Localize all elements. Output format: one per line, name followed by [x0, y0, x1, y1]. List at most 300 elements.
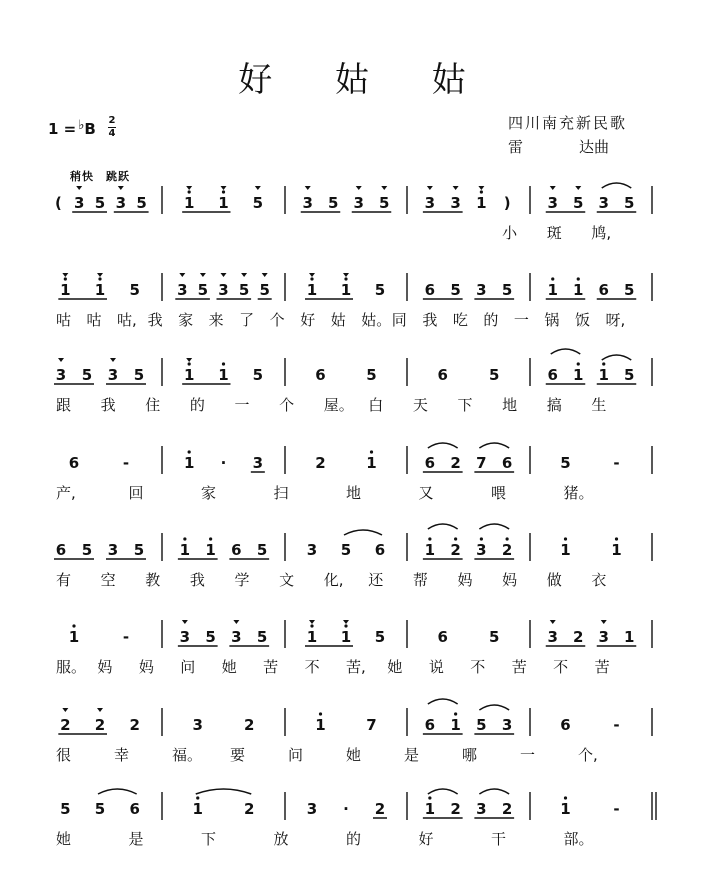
- high-octave-dot: [188, 362, 191, 365]
- lyric-char: 姑: [330, 311, 346, 329]
- slur-mark: [428, 789, 458, 794]
- lyric-char: 说: [428, 658, 444, 676]
- lyric-char: 帮: [412, 571, 428, 589]
- note-digit: 1: [476, 194, 487, 212]
- key-note: B: [84, 120, 96, 138]
- note-digit: 2: [244, 716, 255, 734]
- high-octave-dot: [506, 537, 509, 540]
- lyric-char: 哪: [462, 746, 478, 764]
- staccato-mark: [221, 273, 227, 277]
- lyric-char: 幸: [114, 746, 130, 764]
- staccato-mark: [186, 186, 192, 190]
- lyric-char: 的: [346, 830, 362, 848]
- lyric-char: 妈: [138, 658, 154, 676]
- staccato-mark: [233, 620, 239, 624]
- note-digit: 1: [424, 541, 436, 559]
- high-octave-dot: [577, 277, 580, 280]
- slur-mark: [344, 530, 382, 535]
- note-digit: 3: [302, 194, 313, 212]
- staccato-mark: [76, 186, 82, 190]
- staccato-mark: [241, 273, 247, 277]
- note-digit: 1: [598, 366, 609, 384]
- note-digit: 1: [560, 800, 571, 818]
- note-digit: 1: [560, 541, 571, 559]
- note-digit: 3: [107, 541, 119, 559]
- note-digit: 6: [55, 541, 67, 559]
- lyric-char: 苦: [511, 658, 527, 676]
- staccato-mark: [186, 358, 192, 362]
- note-digit: 2: [573, 628, 584, 646]
- note-digit: 2: [450, 454, 461, 472]
- note-digit: 3: [547, 194, 558, 212]
- high-octave-dot: [222, 362, 225, 365]
- note-digit: 2: [501, 800, 513, 818]
- note-digit: 5: [256, 541, 268, 559]
- staccato-mark: [309, 620, 315, 624]
- lyric-char: 有: [56, 571, 72, 589]
- note-digit: 3: [115, 194, 127, 212]
- staccato-mark: [97, 273, 103, 277]
- lyric-char: 下: [457, 396, 473, 414]
- note-digit: 5: [238, 281, 250, 299]
- note-digit: 3: [450, 194, 461, 212]
- slur-mark: [602, 183, 632, 188]
- lyric-char: 不: [553, 658, 569, 676]
- note-digit: 2: [60, 716, 71, 734]
- high-octave-dot: [428, 537, 431, 540]
- note-digit: 1: [315, 716, 326, 734]
- lyric-char: 问: [180, 658, 196, 676]
- lyric-char: 好: [418, 830, 434, 848]
- high-octave-dot: [564, 796, 567, 799]
- high-octave-dot: [480, 537, 483, 540]
- lyric-char: 同: [391, 311, 407, 329]
- lyric-char: 是: [128, 830, 144, 848]
- note-digit: 1: [611, 541, 622, 559]
- note-digit: 3: [598, 628, 609, 646]
- lyric-char: 化,: [323, 571, 344, 589]
- high-octave-dot: [319, 712, 322, 715]
- lyric-char: 苦,: [346, 658, 366, 676]
- high-octave-dot: [310, 624, 313, 627]
- lyric-char: 我: [422, 311, 438, 329]
- lyric-char: 空: [100, 571, 116, 589]
- lyric-char: 小: [502, 224, 518, 242]
- note-digit: 5: [197, 281, 209, 299]
- lyric-char: 又: [418, 484, 434, 502]
- slur-mark: [196, 789, 252, 794]
- song-title: 好 姑 姑: [238, 60, 492, 100]
- note-digit: 2: [450, 541, 461, 559]
- lyric-char: 扫: [273, 484, 289, 502]
- note-digit: 2: [94, 716, 106, 734]
- lyric-char: 苦: [263, 658, 279, 676]
- note-digit: -: [122, 454, 130, 472]
- high-octave-dot: [98, 277, 101, 280]
- staccato-mark: [427, 186, 433, 190]
- note-digit: 3: [252, 454, 264, 472]
- lyric-char: 不: [470, 658, 486, 676]
- note-digit: 1: [340, 628, 352, 646]
- lyric-char: 来: [208, 311, 224, 329]
- note-digit: 5: [560, 454, 571, 472]
- lyric-char: 是: [404, 746, 420, 764]
- lyric-char: 咕: [56, 311, 72, 329]
- time-bottom: 4: [108, 128, 116, 139]
- lyric-char: 屋。: [323, 396, 354, 414]
- lyric-char: 住: [145, 396, 161, 414]
- staccato-mark: [110, 358, 116, 362]
- note-digit: 5: [573, 194, 584, 212]
- slur-mark: [428, 443, 458, 448]
- lyric-char: 呀,: [605, 311, 626, 329]
- note-digit: 1: [218, 194, 229, 212]
- note-digit: 5: [60, 800, 71, 818]
- note-digit: 5: [328, 194, 339, 212]
- note-digit: 3: [55, 366, 67, 384]
- lyric-char: 很: [56, 746, 72, 764]
- lyric-char: 放: [273, 830, 289, 848]
- note-digit: -: [613, 716, 620, 734]
- lyric-char: 个: [269, 311, 285, 329]
- staccato-mark: [356, 186, 362, 190]
- note-digit: 5: [256, 628, 268, 646]
- note-digit: 2: [501, 541, 513, 559]
- note-digit: 3: [353, 194, 364, 212]
- lyric-char: 问: [288, 746, 304, 764]
- high-octave-dot: [564, 537, 567, 540]
- lyric-char: 我: [100, 396, 116, 414]
- lyric-char: 苦: [594, 658, 610, 676]
- note-digit: 1: [306, 281, 318, 299]
- note-digit: 6: [129, 800, 140, 818]
- note-digit: 5: [450, 281, 461, 299]
- note-digit: 2: [450, 800, 461, 818]
- note-digit: 6: [424, 716, 436, 734]
- note-digit: 2: [315, 454, 326, 472]
- lyric-char: 要: [230, 746, 246, 764]
- staccato-mark: [305, 186, 311, 190]
- high-octave-dot: [454, 537, 457, 540]
- staccato-mark: [343, 620, 349, 624]
- note-digit: 1: [192, 800, 203, 818]
- note-digit: 5: [252, 194, 264, 212]
- staccato-mark: [58, 358, 64, 362]
- time-top: 2: [108, 115, 116, 126]
- lyric-char: 个,: [578, 746, 598, 764]
- slur-mark: [428, 699, 458, 704]
- note-digit: 6: [437, 628, 448, 646]
- staccato-mark: [478, 186, 484, 190]
- note-digit: 6: [560, 716, 571, 734]
- lyric-char: 锅: [544, 311, 560, 329]
- high-octave-dot: [222, 190, 225, 193]
- note-digit: 7: [366, 716, 377, 734]
- note-digit: 2: [374, 800, 386, 818]
- high-octave-dot: [454, 712, 457, 715]
- high-octave-dot: [344, 277, 347, 280]
- high-octave-dot: [196, 796, 199, 799]
- staccato-mark: [255, 186, 261, 190]
- staccato-mark: [62, 273, 68, 277]
- lyric-char: 喂: [491, 484, 507, 502]
- lyric-char: 不: [304, 658, 320, 676]
- staccato-mark: [97, 708, 103, 712]
- note-digit: 1: [450, 716, 461, 734]
- note-digit: 2: [129, 716, 140, 734]
- note-digit: 1: [306, 628, 318, 646]
- staccato-mark: [179, 273, 185, 277]
- note-digit: 5: [366, 366, 377, 384]
- lyric-char: 我: [189, 571, 205, 589]
- note-digit: 1: [547, 281, 558, 299]
- slur-mark: [602, 355, 632, 360]
- lyric-char: 鸠,: [591, 224, 612, 242]
- high-octave-dot: [310, 277, 313, 280]
- staccato-mark: [62, 708, 68, 712]
- lyric-char: 吃: [452, 311, 468, 329]
- lyric-char: 的: [189, 396, 205, 414]
- note-digit: 1: [340, 281, 352, 299]
- lyric-char: 妈: [502, 571, 518, 589]
- staccato-mark: [575, 186, 581, 190]
- note-digit: 5: [94, 194, 106, 212]
- note-digit: -: [613, 454, 620, 472]
- note-digit: 1: [183, 194, 195, 212]
- note-digit: 7: [476, 454, 487, 472]
- note-digit: 3: [476, 281, 487, 299]
- staccato-mark: [200, 273, 206, 277]
- note-digit: 5: [340, 541, 352, 559]
- high-octave-dot: [209, 537, 212, 540]
- staccato-mark: [118, 186, 124, 190]
- lyric-char: 教: [145, 571, 161, 589]
- note-digit: 5: [133, 541, 145, 559]
- note-digit: 1: [94, 281, 106, 299]
- high-octave-dot: [344, 624, 347, 627]
- staccato-mark: [601, 620, 607, 624]
- lyric-char: 家: [178, 311, 194, 329]
- note-digit: 6: [68, 454, 80, 472]
- high-octave-dot: [428, 796, 431, 799]
- lyric-char: 天: [412, 396, 428, 414]
- note-digit: 3: [501, 716, 513, 734]
- lyric-char: 妈: [457, 571, 473, 589]
- lyric-char: 斑: [546, 224, 562, 242]
- staccato-mark: [381, 186, 387, 190]
- lyric-char: 她: [221, 658, 237, 676]
- slur-mark: [98, 789, 137, 794]
- note-digit: 1: [624, 628, 635, 646]
- staccato-mark: [343, 273, 349, 277]
- lyric-char: 下: [201, 830, 217, 848]
- note-digit: 3: [547, 628, 558, 646]
- slur-mark: [428, 524, 458, 529]
- note-digit: 3: [306, 541, 318, 559]
- note-digit: 1: [366, 454, 377, 472]
- staccato-mark: [221, 186, 227, 190]
- note-digit: 1: [183, 454, 195, 472]
- note-digit: 5: [379, 194, 390, 212]
- composer-role: 达曲: [579, 138, 610, 156]
- lyric-char: 白: [368, 396, 384, 414]
- note-digit: 1: [60, 281, 71, 299]
- note-digit: 5: [81, 541, 93, 559]
- key-prefix: 1 =: [48, 120, 77, 138]
- note-digit: 3: [306, 800, 318, 818]
- slur-mark: [479, 524, 509, 529]
- staccato-mark: [453, 186, 459, 190]
- lyric-char: 一: [520, 746, 536, 764]
- note-digit: -: [122, 628, 130, 646]
- high-octave-dot: [577, 362, 580, 365]
- lyric-char: 回: [128, 484, 144, 502]
- note-digit: 3: [192, 716, 203, 734]
- lyric-char: 部。: [563, 830, 594, 848]
- lyric-char: 她: [387, 658, 403, 676]
- note-digit: 5: [624, 194, 635, 212]
- note-digit: 5: [489, 366, 500, 384]
- high-octave-dot: [188, 190, 191, 193]
- lyric-char: 了: [239, 311, 255, 329]
- lyric-char: 妈: [97, 658, 113, 676]
- lyric-char: 的: [483, 311, 499, 329]
- lyric-char: 搞: [546, 396, 562, 414]
- lyric-char: 个: [279, 396, 295, 414]
- lyric-char: 好: [300, 311, 316, 329]
- note-digit: 6: [374, 541, 386, 559]
- tempo-marking: 稍快 跳跃: [70, 170, 130, 183]
- lyric-char: 学: [234, 571, 250, 589]
- note-digit: 5: [624, 366, 635, 384]
- lyric-char: 福。: [172, 746, 203, 764]
- note-digit: 5: [81, 366, 93, 384]
- note-digit: 5: [252, 366, 264, 384]
- note-digit: 3: [73, 194, 85, 212]
- note-digit: 6: [315, 366, 326, 384]
- note-digit: 6: [598, 281, 609, 299]
- lyric-char: 一: [234, 396, 250, 414]
- note-digit: 1: [205, 541, 216, 559]
- lyric-char: 还: [368, 571, 384, 589]
- note-digit: 3: [177, 281, 188, 299]
- note-digit: 6: [231, 541, 242, 559]
- lyric-char: 咕,: [117, 311, 137, 329]
- note-digit: 1: [424, 800, 436, 818]
- note-digit: 6: [424, 454, 436, 472]
- lyric-char: 生: [591, 396, 607, 414]
- note-digit: 5: [259, 281, 270, 299]
- note-digit: 2: [244, 800, 255, 818]
- note-digit: 5: [205, 628, 216, 646]
- note-digit: 5: [501, 281, 513, 299]
- note-digit: 5: [374, 281, 386, 299]
- high-octave-dot: [480, 190, 483, 193]
- lyric-char: 咕: [86, 311, 102, 329]
- note-digit: 6: [501, 454, 513, 472]
- slur-mark: [551, 349, 581, 354]
- note-digit: 1: [573, 281, 584, 299]
- note-digit: 3: [424, 194, 436, 212]
- lyric-char: 干: [491, 830, 507, 848]
- composer-name: 雷: [508, 138, 524, 156]
- high-octave-dot: [183, 537, 186, 540]
- note-digit: -: [613, 800, 620, 818]
- note-digit: 3: [218, 281, 229, 299]
- note-digit: 1: [218, 366, 229, 384]
- lyric-char: 文: [279, 571, 295, 589]
- lyric-char: 一: [513, 311, 529, 329]
- high-octave-dot: [602, 362, 605, 365]
- note-digit: 3: [598, 194, 609, 212]
- score-symbol: (: [54, 194, 62, 212]
- note-digit: 6: [437, 366, 448, 384]
- high-octave-dot: [551, 277, 554, 280]
- lyric-char: 衣: [591, 571, 607, 589]
- lyric-char: 跟: [56, 396, 72, 414]
- note-digit: 1: [573, 366, 584, 384]
- lyric-char: 饭: [574, 311, 590, 329]
- note-digit: 5: [94, 800, 106, 818]
- staccato-mark: [309, 273, 315, 277]
- staccato-mark: [262, 273, 268, 277]
- staccato-mark: [550, 620, 556, 624]
- note-digit: 1: [179, 541, 191, 559]
- lyric-char: 地: [346, 484, 362, 502]
- note-digit: 5: [489, 628, 500, 646]
- score-symbol: ·: [343, 800, 349, 818]
- staccato-mark: [182, 620, 188, 624]
- note-digit: 3: [476, 541, 487, 559]
- note-digit: 3: [231, 628, 242, 646]
- lyric-char: 地: [502, 396, 518, 414]
- score-symbol: ·: [220, 454, 227, 472]
- lyric-char: 产,: [56, 484, 76, 502]
- note-digit: 5: [133, 366, 145, 384]
- staccato-mark: [550, 186, 556, 190]
- note-digit: 6: [547, 366, 558, 384]
- note-digit: 3: [476, 800, 487, 818]
- note-digit: 5: [136, 194, 147, 212]
- song-origin: 四川南充新民歌: [508, 114, 628, 132]
- note-digit: 5: [129, 281, 140, 299]
- high-octave-dot: [72, 624, 75, 627]
- lyric-char: 我: [147, 311, 163, 329]
- lyric-char: 家: [201, 484, 217, 502]
- slur-mark: [479, 443, 509, 448]
- note-digit: 5: [374, 628, 386, 646]
- lyric-char: 姑。: [361, 311, 392, 329]
- high-octave-dot: [615, 537, 618, 540]
- note-digit: 5: [476, 716, 487, 734]
- note-digit: 1: [183, 366, 195, 384]
- lyric-char: 她: [346, 746, 362, 764]
- lyric-char: 服。: [56, 658, 87, 676]
- high-octave-dot: [370, 450, 373, 453]
- note-digit: 1: [68, 628, 80, 646]
- note-digit: 3: [179, 628, 191, 646]
- slur-mark: [479, 705, 509, 710]
- note-digit: 6: [424, 281, 436, 299]
- flat-icon: ♭: [78, 118, 85, 133]
- score-symbol: ): [503, 194, 511, 212]
- note-digit: 3: [107, 366, 119, 384]
- lyric-char: 她: [56, 830, 72, 848]
- note-digit: 5: [624, 281, 635, 299]
- high-octave-dot: [64, 277, 67, 280]
- slur-mark: [479, 789, 509, 794]
- lyric-char: 做: [546, 571, 562, 589]
